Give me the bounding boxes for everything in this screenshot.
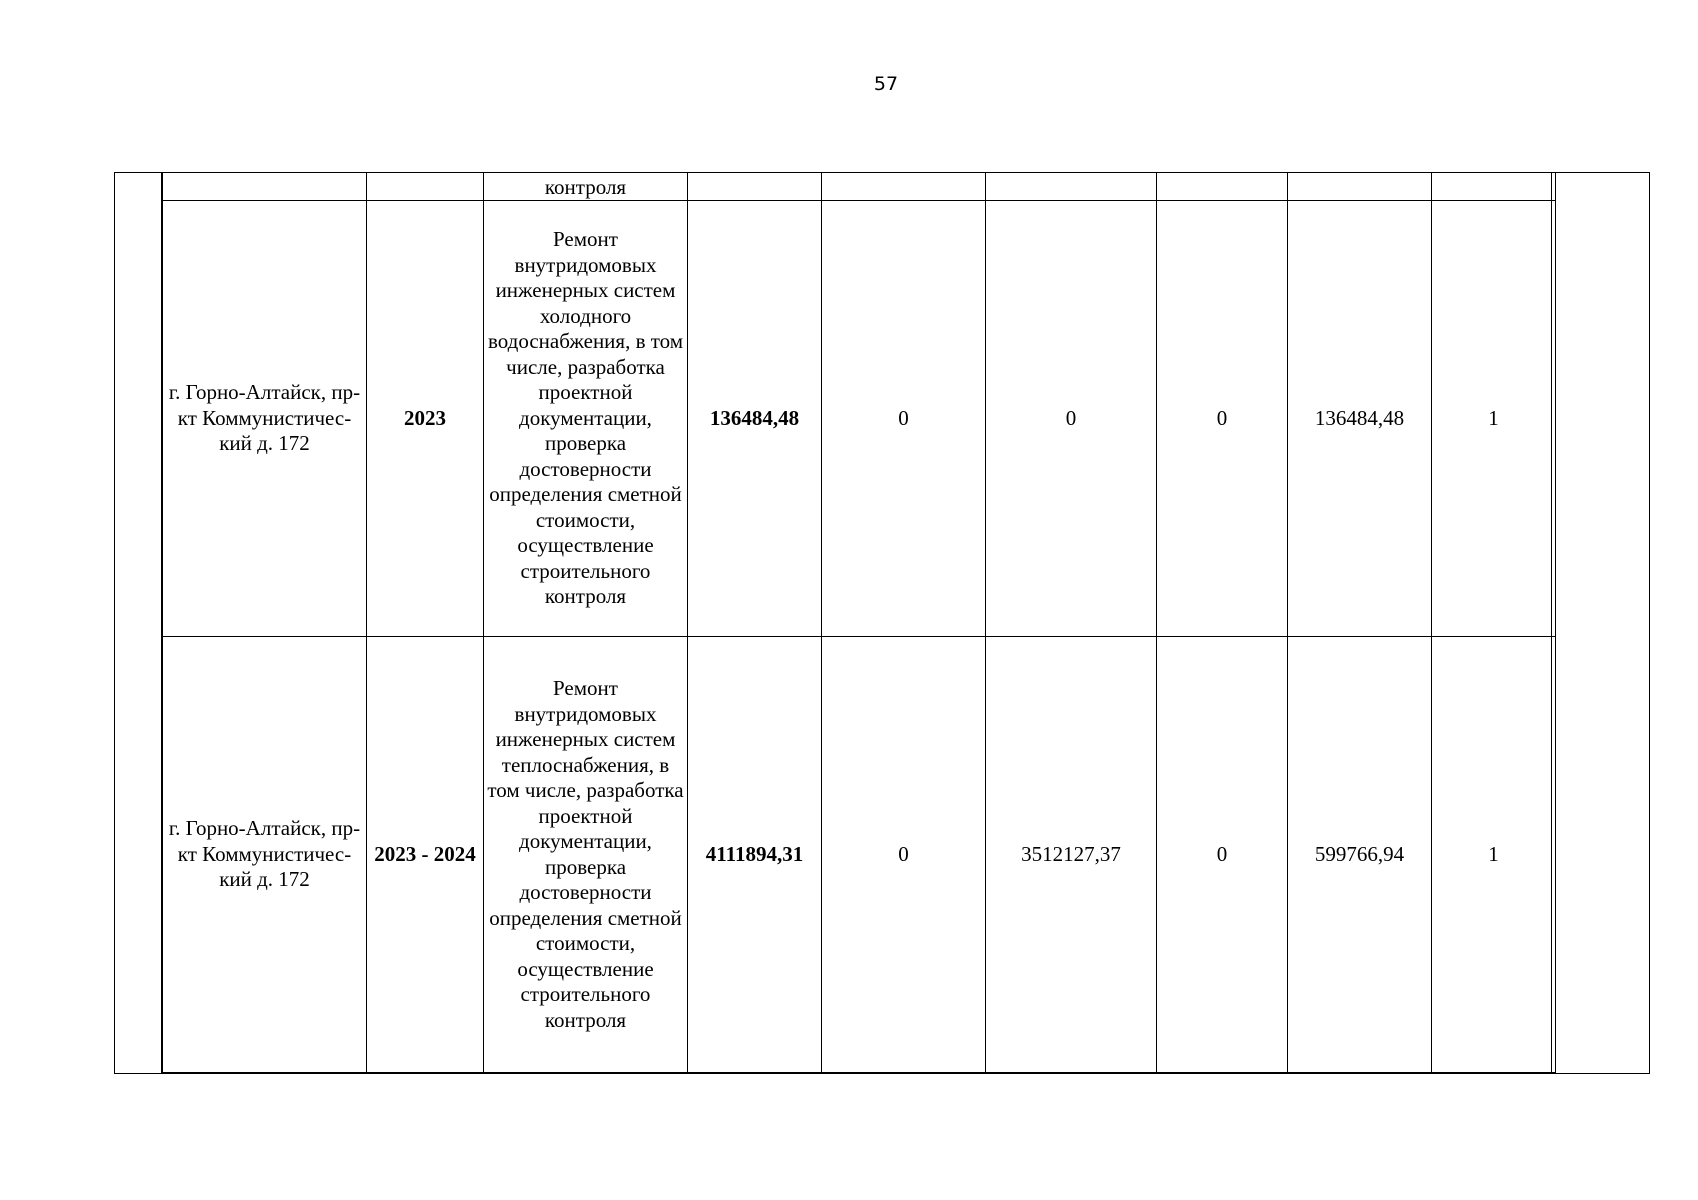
cell-period: 2023 [367,201,484,637]
cell-col6: 3512127,37 [986,637,1157,1073]
frame-right-column [1551,173,1649,1073]
table-row-continued [163,173,1556,201]
cell-col9: 1 [1432,637,1556,1073]
cell-col5: 0 [822,201,986,637]
cell-col5 [822,173,986,201]
cell-col9 [1432,173,1556,201]
cell-col6: 0 [986,201,1157,637]
cell-total: 4111894,31 [688,637,822,1073]
cell-col9: 1 [1432,201,1556,637]
cell-description: Ремонт внутридомовых инженерных систем холодного водоснабжения, в том числе, разработка проектной документации, проверка достоверности определения сметной стоимости, осуществление строительного контроля [484,201,688,637]
table-row [163,201,1556,637]
page-number: 57 [873,73,899,95]
table-row [163,637,1556,1073]
cell-address [163,173,367,201]
cell-period: 2023 - 2024 [367,637,484,1073]
cell-col7 [1157,173,1288,201]
cell-col5: 0 [822,637,986,1073]
cell-description: контроля [484,173,688,201]
cell-col8 [1288,173,1432,201]
cell-description: Ремонт внутридомовых инженерных систем теплоснабжения, в том числе, разработка проектной документации, проверка достоверности определения сметной стоимости, осуществление строительного контроля [484,637,688,1073]
cell-total: 136484,48 [688,201,822,637]
cell-period [367,173,484,201]
cell-col7: 0 [1157,201,1288,637]
cell-address: г. Горно-Алтайск, пр-кт Коммунистичес-кий д. 172 [163,201,367,637]
frame-left-column [115,173,162,1073]
cell-col6 [986,173,1157,201]
works-table [162,172,1556,1073]
cell-col8: 136484,48 [1288,201,1432,637]
cell-address: г. Горно-Алтайск, пр-кт Коммунистичес-кий д. 172 [163,637,367,1073]
cell-col7: 0 [1157,637,1288,1073]
cell-col8: 599766,94 [1288,637,1432,1073]
cell-total [688,173,822,201]
